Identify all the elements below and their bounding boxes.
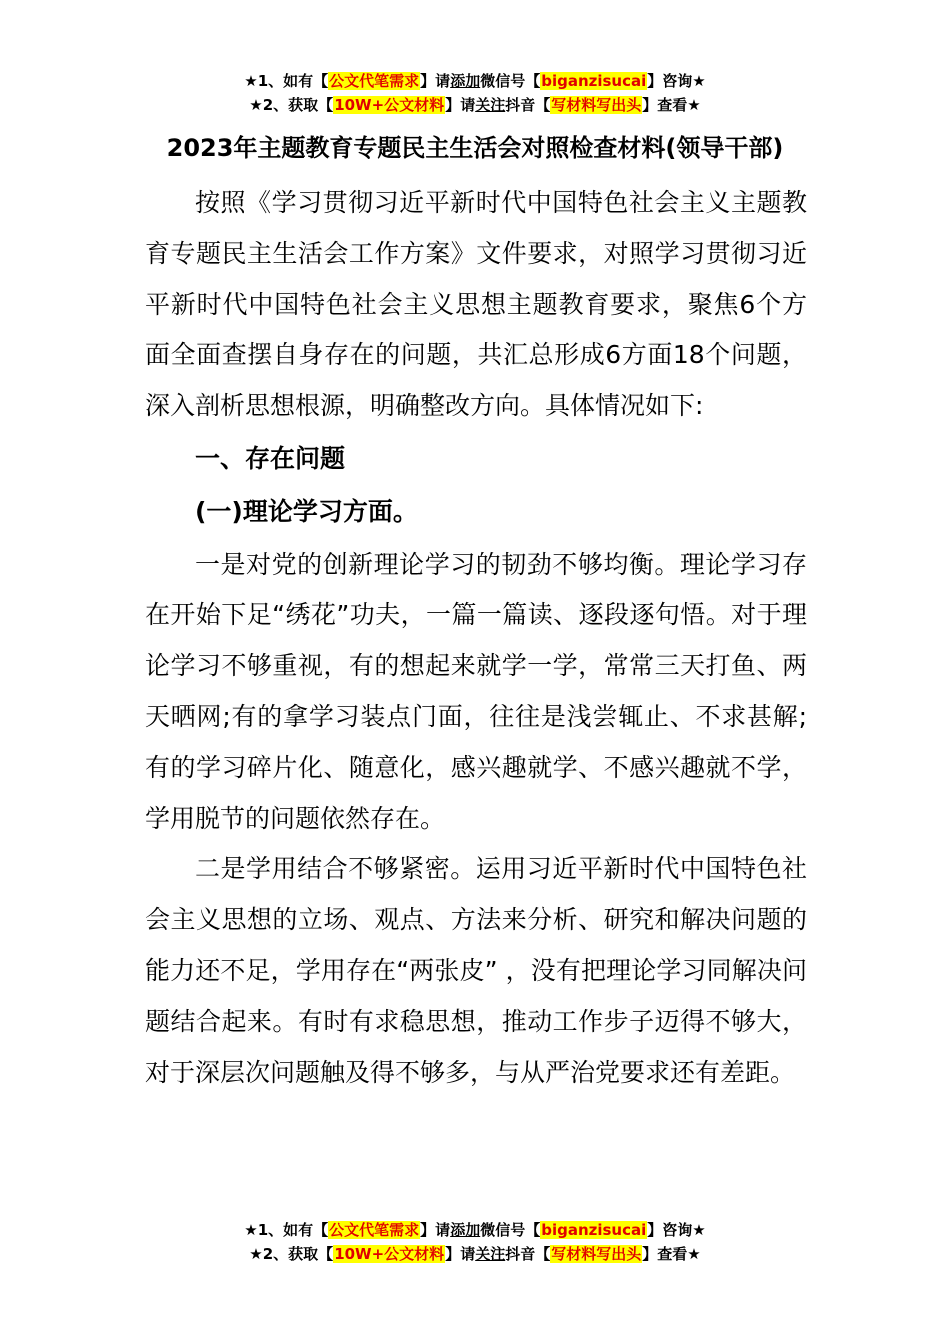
banner-text: 】请 (445, 1245, 476, 1263)
banner-highlight: 写材料写出头 (551, 1245, 642, 1263)
banner-highlight: 10W+公文材料 (334, 96, 445, 114)
banner-text: 】查看★ (642, 96, 701, 114)
body-paragraph: 二是学用结合不够紧密。运用习近平新时代中国特色社会主义思想的立场、观点、方法来分析、研究和解决问题的能力还不足，学用存在“两张皮” ，没有把理论学习同解决问题结合起来。有时有求稳思想，推动工作步子迈得不够大，对于深层次问题触及得不够多，与从严治党要求还有差距。 (145, 854, 807, 1087)
document-body (145, 178, 807, 1098)
intro-paragraph: 按照《学习贯彻习近平新时代中国特色社会主义主题教育专题民主生活会工作方案》文件要求，对照学习贯彻习近平新时代中国特色社会主义思想主题教育要求，聚焦6个方面全面查摆自身存在的问题，共汇总形成6方面18个问题，深入剖析思想根源，明确整改方向。具体情况如下: (145, 188, 807, 421)
banner-highlight: 写材料写出头 (551, 96, 642, 114)
section-heading: 一、存在问题 (195, 443, 346, 473)
banner-text: 微信号【 (480, 1221, 541, 1239)
banner-highlight: 10W+公文材料 (334, 1245, 445, 1263)
banner-highlight: biganzisucai (541, 1221, 647, 1239)
banner-underlined: 添加 (450, 1221, 481, 1239)
banner-underlined: 关注 (475, 96, 506, 114)
banner-line-2 (0, 1242, 950, 1266)
banner-text: 】请 (420, 1221, 451, 1239)
banner-text: 】请 (420, 72, 451, 90)
banner-highlight: 公文代笔需求 (329, 1221, 420, 1239)
banner-text: 】查看★ (642, 1245, 701, 1263)
banner-line-2 (0, 93, 950, 117)
banner-text: ★2、获取【 (249, 96, 334, 114)
banner-text: ★1、如有【 (244, 1221, 329, 1239)
banner-text: ★1、如有【 (244, 72, 329, 90)
body-paragraph: 一是对党的创新理论学习的韧劲不够均衡。理论学习存在开始下足“绣花”功夫，一篇一篇读、逐段逐句悟。对于理论学习不够重视，有的想起来就学一学，常常三天打鱼、两天晒网;有的拿学习装点门面，往往是浅尝辄止、不求甚解;有的学习碎片化、随意化，感兴趣就学、不感兴趣就不学，学用脱节的问题依然存在。 (145, 549, 807, 833)
banner-text: 抖音【 (505, 1245, 551, 1263)
banner-text: 】请 (445, 96, 476, 114)
banner-underlined: 添加 (450, 72, 481, 90)
banner-underlined: 关注 (475, 1245, 506, 1263)
banner-text: 抖音【 (505, 96, 551, 114)
footer-banner (0, 1218, 950, 1266)
banner-text: ★2、获取【 (249, 1245, 334, 1263)
document-title: 2023年主题教育专题民主生活会对照检查材料(领导干部) (166, 134, 784, 162)
banner-highlight: biganzisucai (541, 72, 647, 90)
banner-line-1 (0, 1218, 950, 1242)
banner-text: 微信号【 (480, 72, 541, 90)
header-banner (0, 69, 950, 117)
banner-text: 】咨询★ (647, 1221, 706, 1239)
subsection-heading: (一)理论学习方面。 (195, 496, 418, 526)
banner-text: 】咨询★ (647, 72, 706, 90)
banner-highlight: 公文代笔需求 (329, 72, 420, 90)
banner-line-1 (0, 69, 950, 93)
